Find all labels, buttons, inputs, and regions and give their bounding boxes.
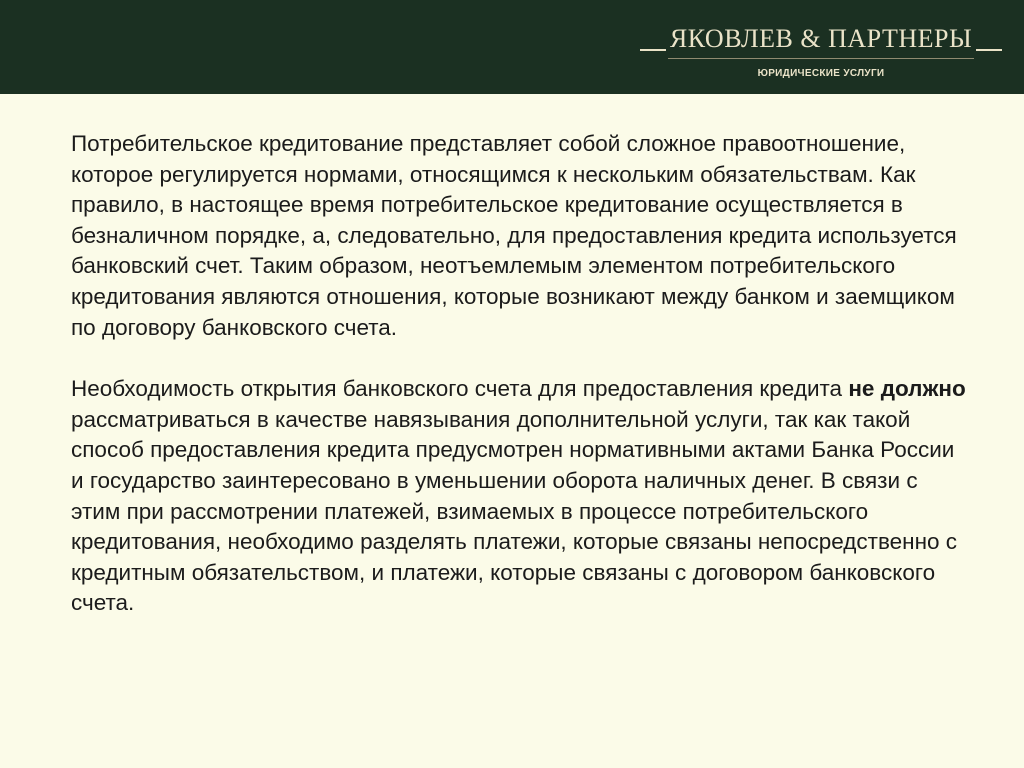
logo-subtitle: ЮРИДИЧЕСКИЕ УСЛУГИ — [757, 68, 885, 79]
slide-body — [71, 129, 971, 619]
paragraph-2-end: рассматриваться в качестве навязывания дополнительной услуги, так как такой способ предоставления кредита предусмотрен нормативными актами Банка России и государство заинтересовано в уменьшении оборота наличных денег. В связи с этим при рассмотрении платежей, взимаемых в процессе потребительского кредитования, необходимо разделять платежи, которые связаны непосредственно с кредитным обязательством, и платежи, которые связаны с договором банковского счета. — [71, 406, 958, 616]
company-logo — [638, 22, 1004, 82]
paragraph-2-bold: не должно — [848, 376, 966, 402]
logo-name: ЯКОВЛЕВ & ПАРТНЕРЫ — [669, 24, 973, 53]
paragraph-1: Потребительское кредитование представляет собой сложное правоотношение, которое регулируется нормами, относящимся к нескольким обязательствам. Как правило, в настоящее время потребительское кредитование осуществляется в безналичном порядке, а, следовательно, для предоставления кредита используется банковский счет. Таким образом, неотъемлемым элементом потребительского кредитования являются отношения, которые возникают между банком и заемщиком по договору банковского счета. — [71, 131, 957, 340]
logo-left-bar — [640, 49, 666, 51]
paragraph-2 — [71, 374, 971, 619]
logo-divider — [668, 58, 974, 59]
logo-right-bar — [976, 49, 1002, 51]
paragraph-2-start: Необходимость открытия банковского счета для предоставления кредита — [71, 376, 843, 402]
header-bar — [0, 0, 1024, 94]
